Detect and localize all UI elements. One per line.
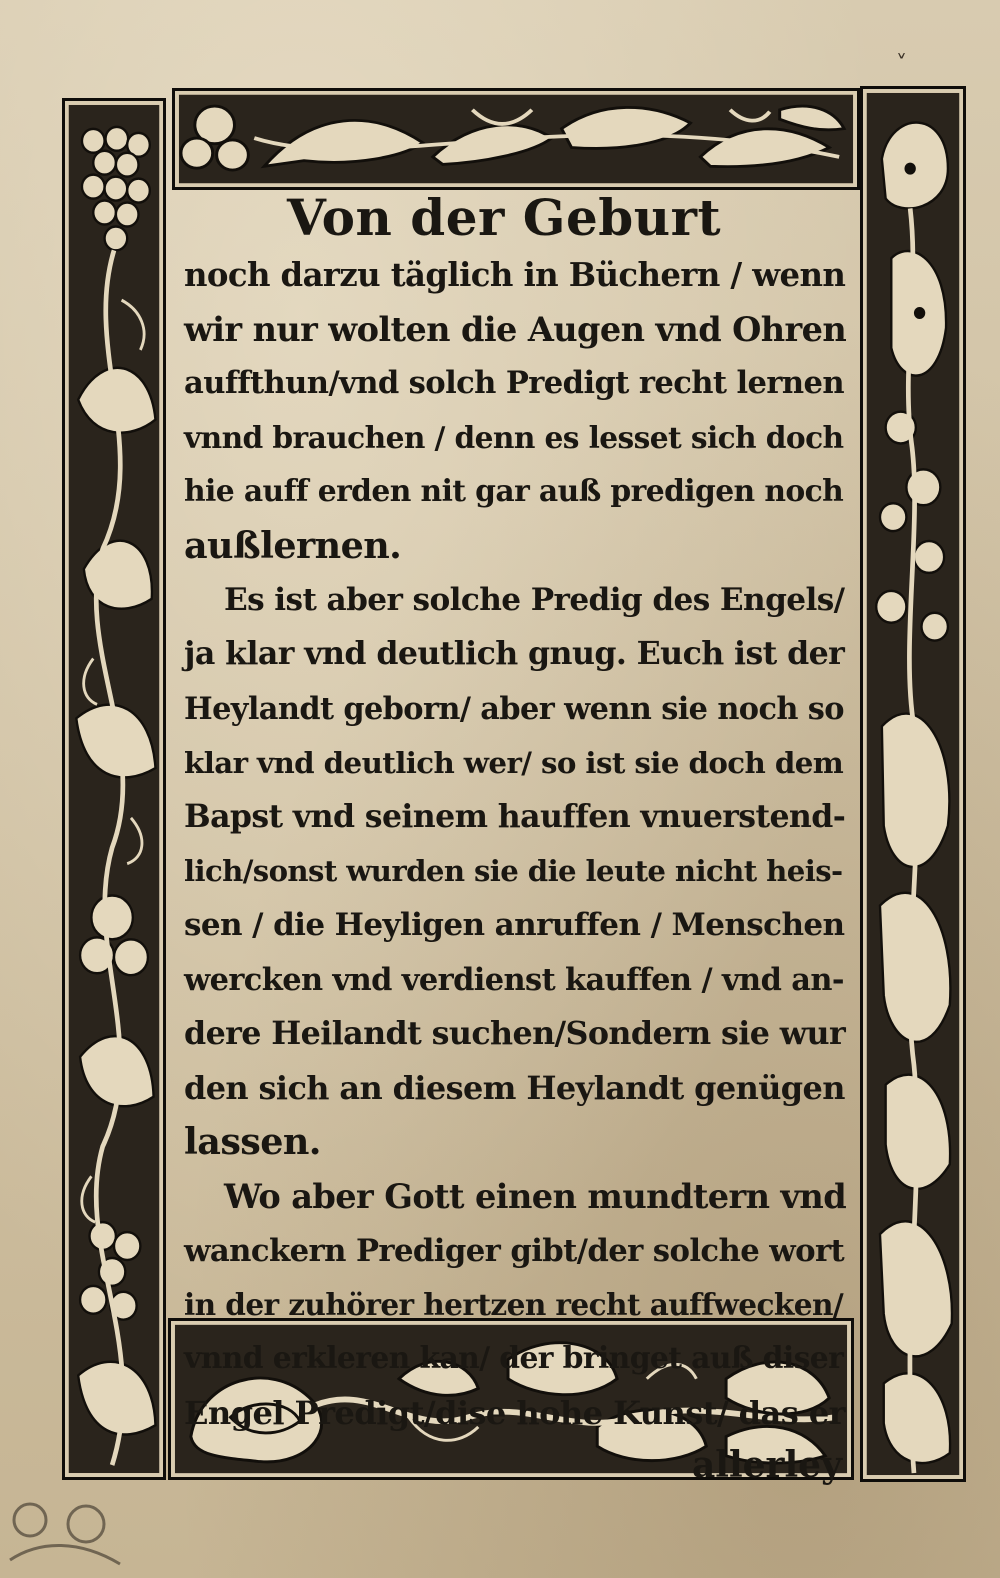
text-line: sen / die Heyligen anruffen / Menschen	[184, 907, 845, 944]
body-text	[184, 248, 848, 1440]
text-line: außlernen.	[184, 524, 402, 568]
text-line: lich/sonst wurden sie die leute nicht heis-	[184, 854, 843, 889]
text-line: Bapst vnd seinem hauffen vnuerstend-	[184, 798, 846, 836]
text-line: lassen.	[184, 1120, 321, 1164]
text-line: Engel Predigt/dise hohe Kunst/ das er	[184, 1394, 845, 1433]
text-line: wercken vnd verdienst kauffen / vnd an-	[184, 961, 844, 998]
woodcut-border-left	[62, 98, 166, 1480]
text-line: den sich an diesem Heylandt genügen	[184, 1069, 845, 1108]
text-line: auffthun/vnd solch Predigt recht lernen	[184, 365, 845, 402]
woodcut-border-top	[172, 88, 860, 190]
text-block	[180, 188, 852, 1487]
text-line: Wo aber Gott einen mundtern vnd	[224, 1176, 847, 1217]
text-line: Heylandt geborn/ aber wenn sie noch so	[184, 690, 844, 727]
leaf-ornament-icon	[175, 91, 857, 187]
text-line: Es ist aber solche Predig des Engels/	[224, 582, 845, 619]
catchword: allerley	[691, 1444, 842, 1487]
text-line: noch darzu täglich in Büchern / wenn	[184, 256, 846, 294]
text-line: dere Heilandt suchen/Sondern sie wur	[184, 1014, 846, 1052]
text-line: klar vnd deutlich wer/ so ist sie doch dem	[184, 744, 844, 780]
adjacent-page-ornament-icon	[0, 1480, 150, 1578]
text-line: in der zuhörer hertzen recht auffwecken/	[184, 1286, 844, 1322]
text-line: vnnd brauchen / denn es lesset sich doch	[184, 419, 844, 455]
fruit-leaf-ornament-icon	[863, 89, 963, 1479]
text-line: ja klar vnd deutlich gnug. Euch ist der	[184, 635, 845, 673]
text-line: hie auff erden nit gar auß predigen noch	[184, 473, 844, 509]
text-line: wir nur wolten die Augen vnd Ohren	[184, 309, 847, 350]
text-line: vnnd erkleren kan/ der bringet auß diser	[184, 1341, 844, 1377]
running-head: Von der Geburt	[286, 188, 722, 247]
text-line: wanckern Prediger gibt/der solche wort	[184, 1232, 845, 1269]
pencil-mark: ˅	[896, 52, 907, 77]
grape-vine-icon	[65, 101, 163, 1477]
woodcut-border-right	[860, 86, 966, 1482]
